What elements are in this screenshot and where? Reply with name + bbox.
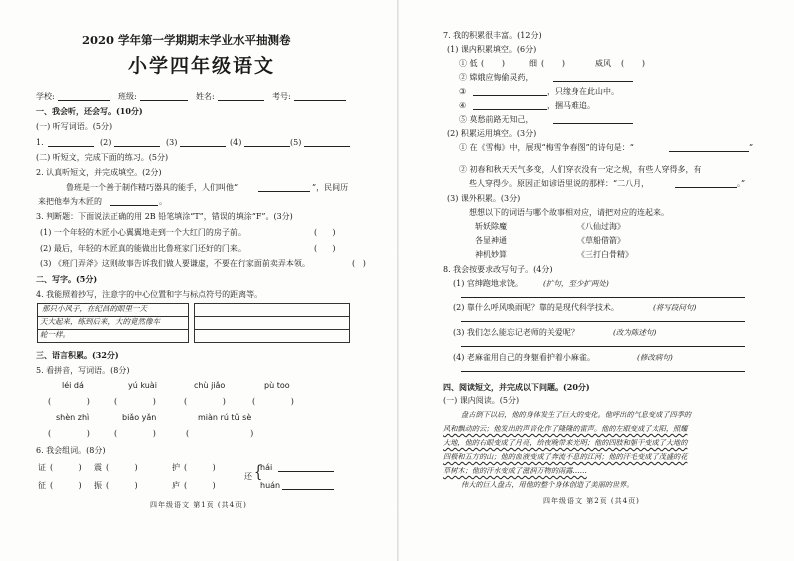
name-field[interactable] [218,100,264,101]
q2-line-1-end: ”，民间历 [312,183,349,192]
q8-4-hint: (修改病句) [637,353,673,362]
q7a-5: ⑤ 莫愁前路无知己， [459,115,534,124]
q8-3-hint: (改为陈述句) [613,328,657,337]
match-right-3[interactable]: 《三打白骨精》 [577,250,633,259]
section-1-heading: 一、我会听，还会写。(10分) [36,106,143,116]
polyphone-char: 还 [244,472,252,481]
question-7: 7. 我的积累很丰富。(12分) [443,31,542,40]
pinyin-5: shèn zhì [56,413,90,422]
q7a-3-blank[interactable] [473,95,547,96]
page-footer-1: 四年级语文 第1页 (共4页) [150,501,247,509]
passage-line-1: 盘古倒下以后，他的身体发生了巨大的变化。他呼出的气息变成了四季的 [461,410,692,419]
dictation-num-5: (5) [290,138,302,147]
question-3: 3. 判断题：下面说法正确的用 2B 铅笔填涂“T”，错误的填涂“F”。(3分) [36,212,293,221]
passage-line-4: 四极和五方的山；他的血液变成了奔流不息的江河；他的汗毛变成了茂盛的花 [443,452,688,461]
match-left-3[interactable]: 神机妙算 [475,250,507,259]
class-label: 班级: [118,92,137,101]
pinyin-answer-3[interactable]: ( ) [184,397,226,406]
word-answer-3[interactable]: ( ) [184,463,216,472]
q2-line-2: 来把他奉为木匠的 [38,197,102,206]
section-2-heading: 二、写字。(5分) [36,274,98,284]
polyphone-pinyin-1: hái [260,463,273,472]
q7b-2: ② 初春和秋天天气多变，人们穿衣没有一定之规，有些人穿得多，有 [459,165,702,174]
copy-text-line-1: 那只小风子，在纪昌的眼里一天 [42,304,147,313]
subject-title: 小学四年级语文 [128,55,276,77]
q7a-1a: ① 低 [459,59,478,68]
pinyin-answer-4[interactable]: ( ) [252,397,294,406]
copy-answer-rule-1 [194,316,350,317]
pinyin-6: biǎo yǎn [122,413,157,422]
q7b-1: ① 在《雪梅》中，展现“梅雪争春图”的诗句是：“ [459,143,634,152]
pinyin-answer-2[interactable]: ( ) [114,397,156,406]
pinyin-4: pù too [264,381,290,390]
q7-part-3: (3) 课外积累。(3分) [447,194,521,203]
question-6: 6. 我会组词。(8分) [36,446,106,455]
polyphone-blank-1[interactable] [278,471,334,472]
q7-part-1: (1) 课内积累填空。(6分) [447,45,537,54]
word-answer-1[interactable]: ( ) [50,463,82,472]
number-field[interactable] [294,100,346,101]
q7a-1c: 威风 [595,59,611,68]
q7a-4-blank[interactable] [473,109,547,110]
question-5: 5. 看拼音，写词语。(8分) [36,366,130,375]
word-char-3: 护 [172,463,180,472]
question-2: 2. 认真听短文，并完成填空。(2分) [36,168,162,177]
q7a-5-blank[interactable] [553,123,633,124]
q8-1-hint: (扩句，至少扩两处) [543,279,609,288]
section-4-heading: 四、阅读短文，并完成以下问题。(20分) [443,382,590,392]
school-field[interactable] [58,100,110,101]
q7a-2-blank[interactable] [553,81,633,82]
q7a-1c-answer[interactable]: ( ) [621,59,646,68]
polyphone-pinyin-2: huán [260,481,281,490]
word-answer-6[interactable]: ( ) [184,481,216,490]
dictation-blank-1[interactable] [48,146,94,147]
q7a-1b-answer[interactable]: ( ) [541,59,566,68]
q8-3: (3) 我们怎么能忘记老师的关爱呢？ [453,328,579,337]
copy-answer-box[interactable] [194,303,350,343]
q8-1: (1) 官绅跑地求饶。 [453,279,523,288]
number-label: 考号: [272,92,291,101]
q8-2: (2) 靠什么呼风唤雨呢？靠的是现代科学技术。 [453,303,619,312]
q8-4-answer-line[interactable] [461,371,745,372]
match-left-2[interactable]: 各显神通 [475,236,507,245]
copy-answer-rule-2 [194,329,350,330]
q7c-description: 想想以下的词语与哪个故事相对应，请把对应的连起来。 [469,208,669,217]
q2-blank-1[interactable] [258,191,310,192]
pinyin-7: miàn rú tǔ sè [198,413,252,422]
exam-title: 2020 学年第一学期期末学业水平抽测卷 [82,33,291,47]
q2-line-1: 鲁班是一个善于制作精巧器具的能手，人们叫他“ [66,183,239,192]
school-label: 学校: [36,92,55,101]
section-4a-heading: (一) 课内阅读。(5分) [443,396,520,405]
dictation-num-2: (2) [100,138,112,147]
q3-answer-2[interactable]: ( ) [314,244,336,253]
q8-2-hint: (将写段问句) [653,303,697,312]
q7a-4: ④ [459,101,467,110]
q7a-1b: 细 [529,59,537,68]
pinyin-2: yú kuài [128,381,157,390]
q7b-1-end: ” [749,143,754,152]
pinyin-answer-1[interactable]: ( ) [48,397,90,406]
q8-4: (4) 老麻雀用自己的身躯看护着小麻雀。 [453,353,595,362]
right-page [399,0,794,561]
polyphone-brace: { [254,462,263,483]
polyphone-blank-2[interactable] [282,489,334,490]
word-char-2: 震 [94,463,102,472]
q3-answer-3[interactable]: ( ) [352,259,366,268]
dictation-blank-2[interactable] [114,146,160,147]
word-answer-5[interactable]: ( ) [106,481,138,490]
match-right-2[interactable]: 《草船借箭》 [577,236,625,245]
match-left-1[interactable]: 斩妖除魔 [475,222,507,231]
q8-2-answer-line[interactable] [461,321,745,322]
q3-item-2: (2) 最后，年轻的木匠真的能做出比鲁班家门还好的门来。 [40,244,246,253]
word-char-1: 证 [38,463,46,472]
dictation-blank-3[interactable] [180,146,226,147]
passage-line-3: 大地，他的右眼变成了月亮，给夜晚带来光明；他的四肢和躯干变成了大地的 [443,438,688,447]
q7a-1a-answer[interactable]: ( ) [481,59,506,68]
question-4: 4. 我能照着抄写，注意字的中心位置和字与标点符号的距离等。 [36,290,263,299]
q3-item-3: (3) 《班门弄斧》这则故事告诉我们做人要谦虚，不要在行家面前卖弄本领。 [40,259,310,268]
word-char-5: 振 [94,481,102,490]
dictation-blank-4[interactable] [244,146,290,147]
word-answer-2[interactable]: ( ) [106,463,138,472]
dictation-num-3: (3) [166,138,178,147]
pinyin-answer-6[interactable]: ( ) [114,429,156,438]
pinyin-answer-7[interactable]: ( ) [186,429,254,438]
section-3-heading: 三、语言积累。(32分) [36,350,119,360]
name-label: 姓名: [196,92,215,101]
dictation-num-1: 1. [36,138,44,147]
q7a-3: ③ [459,87,467,96]
section-1a-heading: (一) 听写词语。(5分) [36,122,113,131]
dictation-num-4: (4) [230,138,242,147]
q8-3-answer-line[interactable] [461,346,745,347]
q7a-4-text: ，捆马难追。 [547,101,595,110]
question-8: 8. 我会按要求改写句子。(4分) [443,265,553,274]
match-right-1[interactable]: 《八仙过海》 [577,222,625,231]
q3-item-1: (1) 一个年轻的木匠小心翼翼地走到一个大红门的房子前。 [40,228,246,237]
page-footer-2: 四年级语文 第2页 (共4页) [543,497,640,505]
copy-text-line-3: 轮一样。 [40,330,70,339]
word-char-4: 征 [38,481,46,490]
passage-line-6: 伟大的巨人盘古，用他的整个身体创造了美丽的世界。 [461,480,634,489]
passage-line-5: 草树木；他的汗水变成了滋润万物的雨露…… [443,466,587,475]
q7b-1-blank[interactable] [669,151,749,152]
q2-blank-2[interactable] [110,205,158,206]
passage-line-2: 风和飘动的云；他发出的声音化作了隆隆的雷声。他的左眼变成了太阳，照耀 [443,424,688,433]
pinyin-3: chù jiǎo [194,381,226,390]
dictation-blank-5[interactable] [304,146,350,147]
q2-line-2-end: 。 [159,197,167,206]
class-field[interactable] [140,100,188,101]
word-char-6: 庐 [172,481,180,490]
q7a-2: ② 嫦娥应悔偷灵药， [459,73,534,82]
q7-part-2: (2) 积累运用填空。(3分) [447,129,537,138]
q3-answer-1[interactable]: ( ) [314,228,336,237]
word-answer-4[interactable]: ( ) [50,481,82,490]
q7b-2-blank[interactable] [675,187,737,188]
section-1b-heading: (二) 听短文，完成下面的练习。(5分) [36,153,169,162]
q7b-2-end: 。” [737,179,746,188]
copy-text-line-2: 天大起来，练到后来，大的竟然像车 [40,317,160,326]
q8-1-answer-line[interactable] [461,297,745,298]
pinyin-1: léi dá [62,381,84,390]
q7b-2-line2: 些人穿得少。原因正如谚语里说的那样：“二八月， [469,179,650,188]
pinyin-answer-5[interactable]: ( ) [48,429,90,438]
q7a-3-text: ，只缘身在此山中。 [547,87,619,96]
